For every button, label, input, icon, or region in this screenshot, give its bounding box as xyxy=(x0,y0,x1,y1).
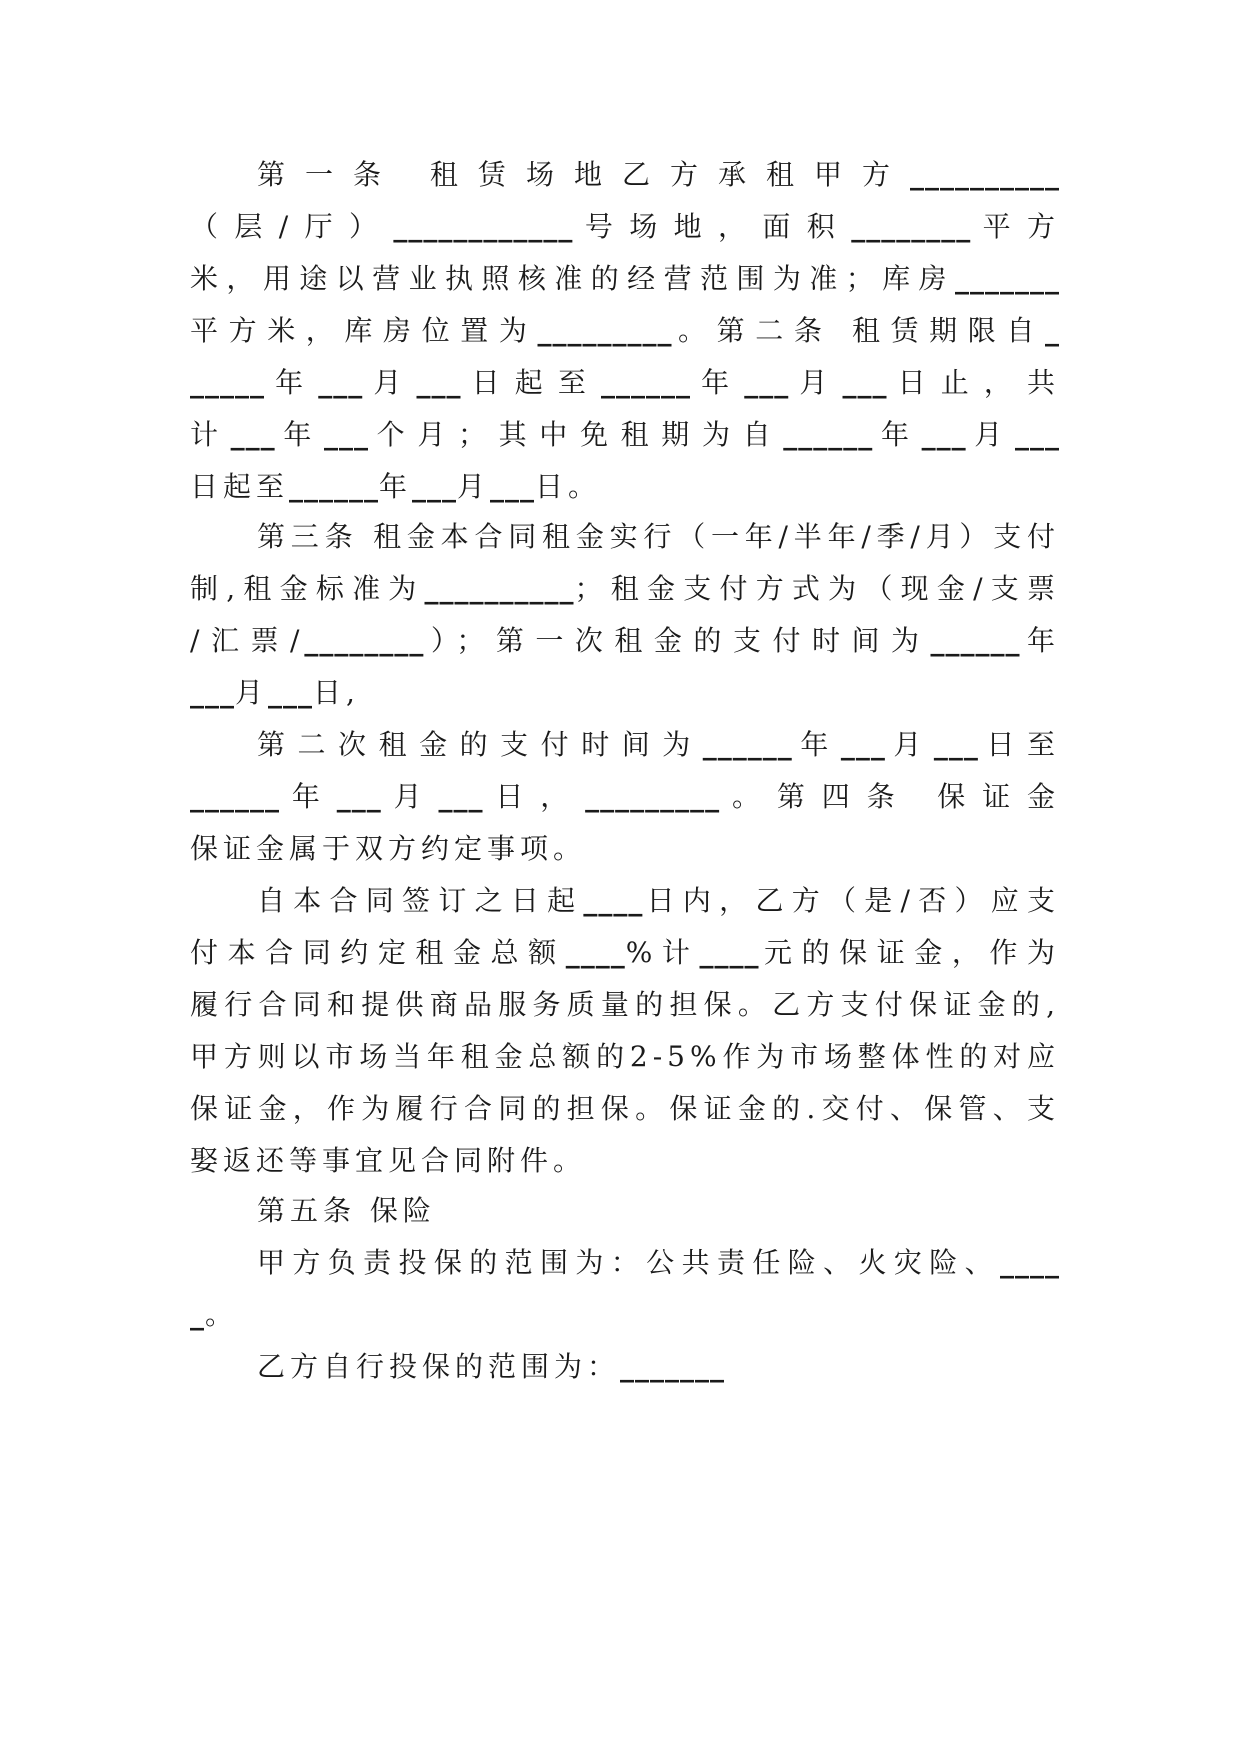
text-segment: 甲方则以市场当年租金总额的2-5%作为市场整体性的对应 xyxy=(190,1040,1060,1073)
text-line xyxy=(190,985,1060,1025)
fill-in-blank: ___ xyxy=(336,780,382,813)
text-segment: ；租金支付方式为（现金/支票 xyxy=(574,572,1060,605)
text-line xyxy=(257,1243,1060,1283)
text-segment: 保证金属于双方约定事项。 xyxy=(190,832,587,865)
text-segment: 年 xyxy=(690,366,745,399)
fill-in-blank: ________ xyxy=(851,210,972,243)
text-segment: ）；第一次租金的支付时间为 xyxy=(424,624,931,657)
text-segment: 。第二条 租赁期限自 xyxy=(672,314,1045,347)
fill-in-blank: ___ xyxy=(933,728,979,761)
text-line xyxy=(257,725,1060,765)
text-segment: 月 xyxy=(363,366,417,399)
fill-in-blank: __________ xyxy=(910,158,1060,191)
text-segment: 平方 xyxy=(971,210,1060,243)
text-segment: 付本合同约定租金总额 xyxy=(190,936,566,969)
fill-in-blank: ____________ xyxy=(393,210,574,243)
text-line xyxy=(190,777,1060,817)
text-segment: 制,租金标准为 xyxy=(190,572,425,605)
text-segment: 。 xyxy=(205,1298,239,1331)
fill-in-blank: _______ xyxy=(955,262,1060,295)
text-segment: %计 xyxy=(625,936,700,969)
text-line xyxy=(190,207,1060,247)
text-segment: 日， xyxy=(483,780,586,813)
text-segment: 乙方自行投保的范围为： xyxy=(257,1350,621,1383)
text-segment: 日。 xyxy=(535,470,602,503)
text-segment: （层/厅） xyxy=(190,210,394,243)
text-segment: 年 xyxy=(1020,624,1060,657)
text-segment: 日起至 xyxy=(190,470,290,503)
text-segment: 年 xyxy=(280,780,337,813)
fill-in-blank: ___ xyxy=(190,676,235,709)
fill-in-blank: ______ xyxy=(190,780,280,813)
fill-in-blank: _________ xyxy=(585,780,721,813)
text-segment: 个月；其中免租期为自 xyxy=(369,418,784,451)
fill-in-blank: ______ xyxy=(930,624,1021,657)
fill-in-blank: ____ xyxy=(583,884,644,917)
fill-in-blank: ____ xyxy=(699,936,760,969)
fill-in-blank: ___ xyxy=(1014,418,1060,451)
text-segment: 年 xyxy=(265,366,319,399)
text-segment: 自本合同签订之日起 xyxy=(257,884,584,917)
fill-in-blank: __________ xyxy=(424,572,575,605)
text-segment: 月 xyxy=(457,470,491,503)
text-line xyxy=(190,363,1060,403)
text-line xyxy=(190,1141,1060,1181)
text-segment: 元的保证金，作为 xyxy=(759,936,1060,969)
text-line xyxy=(190,1037,1060,1077)
fill-in-blank: ___ xyxy=(318,366,364,399)
text-line xyxy=(257,1191,1060,1231)
fill-in-blank: ___ xyxy=(268,676,314,709)
fill-in-blank: ___ xyxy=(842,366,888,399)
text-line xyxy=(190,1089,1060,1129)
fill-in-blank: ___ xyxy=(921,418,967,451)
fill-in-blank: _____ xyxy=(190,366,265,399)
text-line xyxy=(190,933,1060,973)
fill-in-blank: _______ xyxy=(620,1350,726,1383)
text-line xyxy=(190,259,1060,299)
text-segment: 第一条 租赁场地乙方承租甲方 xyxy=(257,158,910,191)
fill-in-blank: ___ xyxy=(744,366,790,399)
text-line xyxy=(190,829,1060,869)
fill-in-blank: ___ xyxy=(416,366,462,399)
text-line xyxy=(257,881,1060,921)
text-line xyxy=(190,1295,1060,1335)
fill-in-blank: _ xyxy=(1044,314,1060,347)
text-segment: 年 xyxy=(873,418,922,451)
text-segment: 年 xyxy=(379,470,413,503)
text-line xyxy=(190,467,1060,507)
text-line xyxy=(190,673,1060,713)
text-segment: 日, xyxy=(313,676,360,709)
text-segment: 。第四条 保证金 xyxy=(720,780,1060,813)
fill-in-blank: _________ xyxy=(537,314,673,347)
text-segment: 日至 xyxy=(978,728,1060,761)
fill-in-blank: ______ xyxy=(600,366,691,399)
text-line xyxy=(190,415,1060,455)
text-segment: 保证金，作为履行合同的担保。保证金的.交付、保管、支 xyxy=(190,1092,1060,1125)
text-segment: 月 xyxy=(885,728,934,761)
text-segment: 号场地，面积 xyxy=(573,210,852,243)
text-segment: 娶返还等事宜见合同附件。 xyxy=(190,1144,587,1177)
text-segment: 计 xyxy=(190,418,231,451)
text-segment: 月 xyxy=(235,676,269,709)
text-line xyxy=(257,517,1060,557)
fill-in-blank: ____ xyxy=(565,936,626,969)
text-segment: 日内，乙方（是/否）应支 xyxy=(643,884,1060,917)
text-line xyxy=(190,621,1060,661)
text-segment: 月 xyxy=(966,418,1015,451)
fill-in-blank: ___ xyxy=(840,728,886,761)
text-segment: 日止，共 xyxy=(887,366,1060,399)
text-segment: 月 xyxy=(381,780,439,813)
fill-in-blank: ________ xyxy=(304,624,425,657)
text-segment: 履行合同和提供商品服务质量的担保。乙方支付保证金的, xyxy=(190,988,1060,1021)
fill-in-blank: ______ xyxy=(702,728,793,761)
text-segment: 第五条 保险 xyxy=(257,1194,436,1227)
fill-in-blank: ______ xyxy=(783,418,874,451)
text-segment: 日起至 xyxy=(461,366,601,399)
fill-in-blank: ___ xyxy=(438,780,484,813)
fill-in-blank: ___ xyxy=(412,470,458,503)
text-segment: 甲方负责投保的范围为：公共责任险、火灾险、 xyxy=(257,1246,1000,1279)
text-segment: 第二次租金的支付时间为 xyxy=(257,728,703,761)
fill-in-blank: ___ xyxy=(490,470,536,503)
text-line xyxy=(190,569,1060,609)
text-segment: 年 xyxy=(792,728,841,761)
text-segment: 平方米，库房位置为 xyxy=(190,314,538,347)
text-segment: 年 xyxy=(275,418,324,451)
text-segment: 第三条 租金本合同租金实行（一年/半年/季/月）支付 xyxy=(257,520,1060,553)
fill-in-blank: ____ xyxy=(1000,1246,1060,1279)
text-segment: /汇票/ xyxy=(190,624,305,657)
text-line xyxy=(257,155,1060,195)
fill-in-blank: ___ xyxy=(324,418,369,451)
text-line xyxy=(190,311,1060,351)
fill-in-blank: ___ xyxy=(230,418,276,451)
fill-in-blank: _ xyxy=(190,1298,205,1331)
text-line xyxy=(257,1347,1060,1387)
fill-in-blank: ______ xyxy=(289,470,380,503)
text-segment: 米，用途以营业执照核准的经营范围为准；库房 xyxy=(190,262,955,295)
text-segment: 月 xyxy=(789,366,843,399)
